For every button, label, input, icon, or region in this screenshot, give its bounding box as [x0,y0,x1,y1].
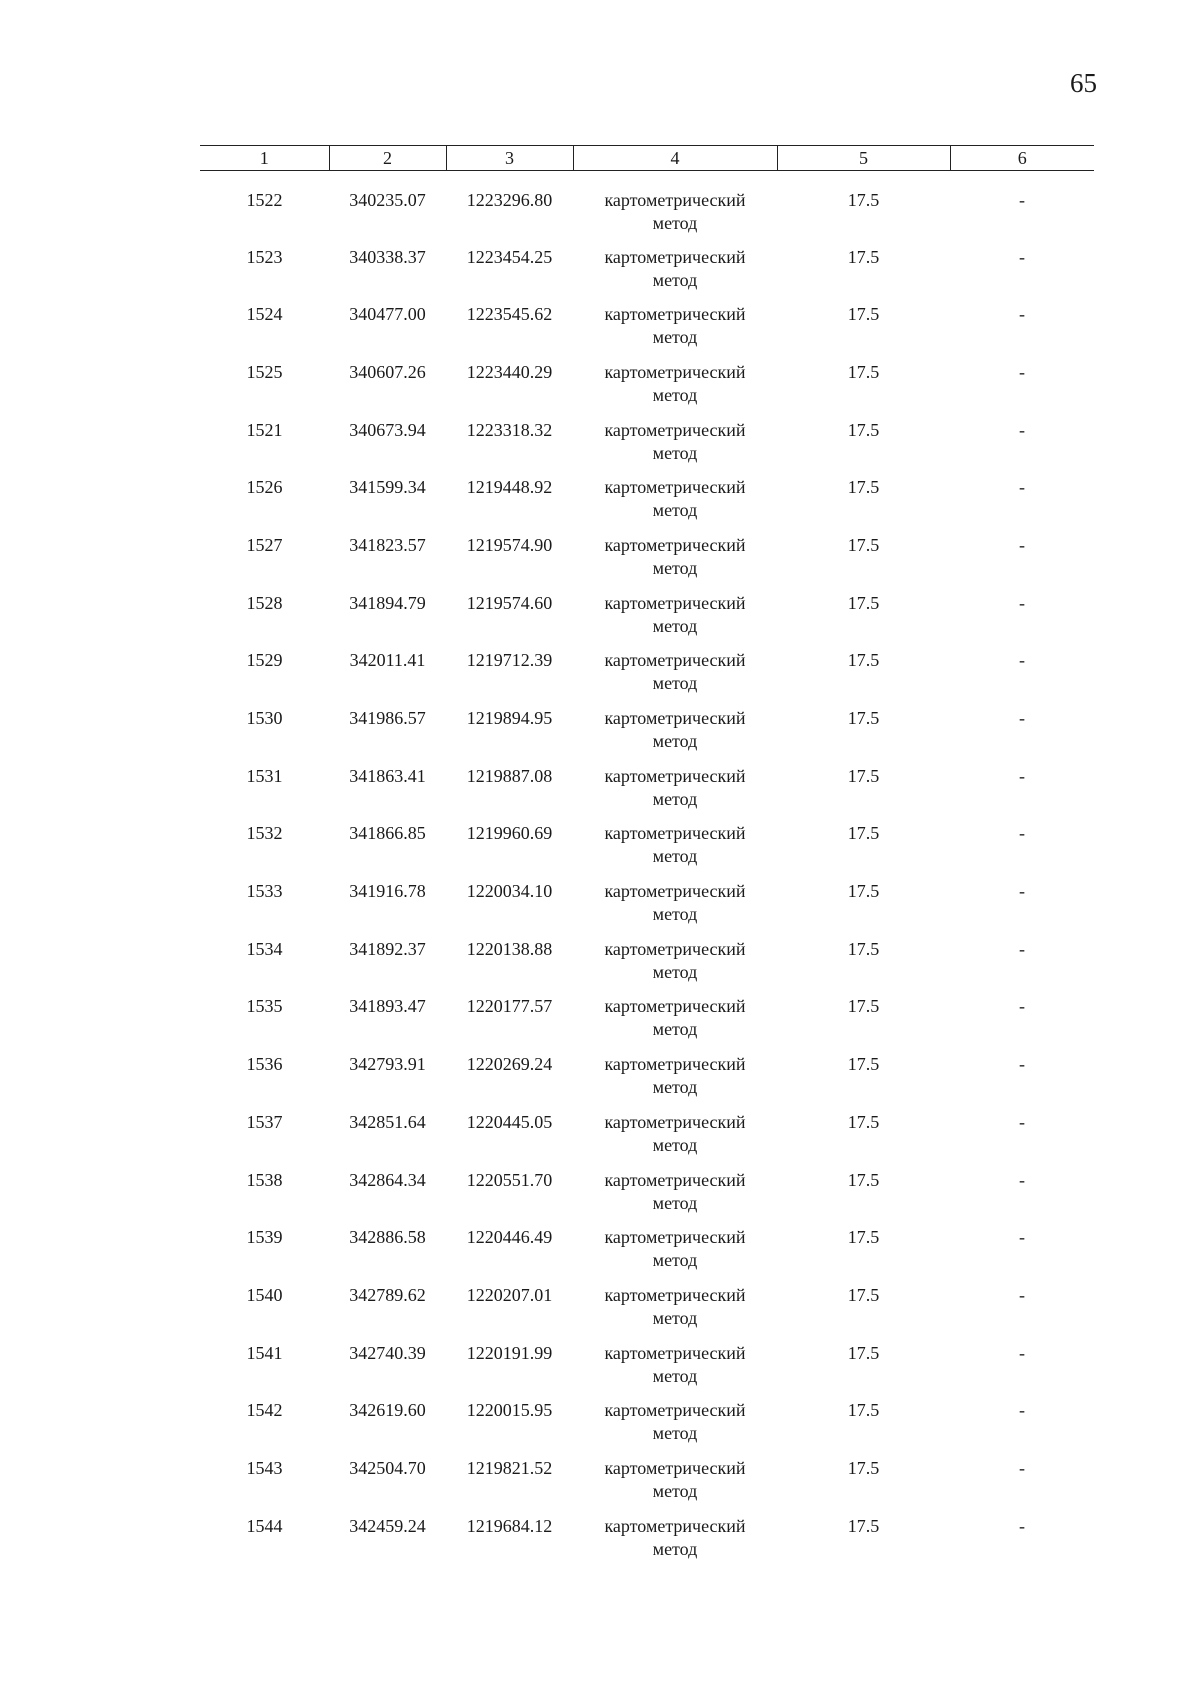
table-row [200,880,1094,938]
x-coordinate-cell: 342793.91 [349,1054,426,1075]
note-cell: - [1019,1457,1025,1478]
method-text-line: картометрический [604,419,746,440]
table-row [200,1457,1094,1515]
point-id-cell: 1522 [246,190,283,210]
note-cell: - [1019,1284,1025,1305]
note-cell: - [1019,1400,1025,1421]
point-id-cell: 1523 [246,246,283,267]
method-text-line: картометрический [604,650,746,671]
note-cell: - [1019,592,1025,613]
method-cell [573,534,777,592]
note-cell: - [1019,246,1025,267]
method-text-line: картометрический [604,1400,746,1421]
table-row [200,765,1094,823]
point-id-cell: 1542 [246,1400,283,1421]
method-cell [573,938,777,996]
table-header [200,146,1094,171]
method-text-line: картометрический [604,1169,746,1190]
table-row [200,476,1094,534]
x-coordinate-cell: 341823.57 [349,534,426,555]
x-coordinate-cell: 342864.34 [349,1169,426,1190]
note-cell: - [1019,881,1025,902]
y-coordinate-cell: 1220207.01 [466,1284,553,1305]
point-id-cell: 1526 [246,477,283,498]
table-row [200,534,1094,592]
method-text-line: картометрический [604,534,746,555]
method-text-line: метод [652,1538,698,1559]
note-cell: - [1019,996,1025,1017]
note-cell: - [1019,304,1025,325]
method-text-line: картометрический [604,708,746,728]
point-id-cell: 1537 [246,1111,283,1132]
header-row [200,146,1094,171]
method-text-line: картометрический [604,938,746,959]
point-id-cell: 1521 [246,419,283,440]
method-cell [573,880,777,938]
x-coordinate-cell: 341893.47 [349,996,426,1017]
accuracy-cell: 17.5 [847,1515,880,1536]
point-id-cell: 1525 [246,361,283,382]
y-coordinate-cell: 1220015.95 [466,1400,553,1421]
method-cell [573,171,777,246]
method-text-line: метод [652,846,698,867]
x-coordinate-cell: 342886.58 [349,1227,426,1248]
column-header-4: 4 [573,146,777,171]
accuracy-cell: 17.5 [847,1227,880,1248]
method-text-line: метод [652,1307,698,1328]
x-coordinate-cell: 342619.60 [349,1400,426,1421]
method-cell [573,361,777,419]
method-text-line: метод [652,1250,698,1271]
method-cell [573,1169,777,1227]
accuracy-cell: 17.5 [847,361,880,382]
method-text-line: метод [652,442,698,463]
x-coordinate-cell: 341892.37 [349,938,426,959]
y-coordinate-cell: 1220269.24 [466,1054,553,1075]
method-cell [573,707,777,765]
y-coordinate-cell: 1219448.92 [466,477,553,498]
method-text-line: картометрический [604,823,746,844]
table-row [200,419,1094,477]
column-header-3: 3 [446,146,573,171]
table-row [200,649,1094,707]
method-text-line: метод [652,1019,698,1040]
method-cell [573,1226,777,1284]
y-coordinate-cell: 1220138.88 [466,938,553,959]
method-text-line: картометрический [604,361,746,382]
accuracy-cell: 17.5 [847,1400,880,1421]
method-text-line: картометрический [604,881,746,902]
y-coordinate-cell: 1220445.05 [466,1111,553,1132]
method-text-line: картометрический [604,1054,746,1075]
point-id-cell: 1544 [246,1515,283,1536]
point-id-cell: 1536 [246,1054,283,1075]
x-coordinate-cell: 340673.94 [349,419,426,440]
method-cell [573,995,777,1053]
y-coordinate-cell: 1219894.95 [466,708,553,728]
point-id-cell: 1528 [246,592,283,613]
coordinates-table [200,145,1094,1572]
x-coordinate-cell: 342789.62 [349,1284,426,1305]
accuracy-cell: 17.5 [847,246,880,267]
x-coordinate-cell: 341599.34 [349,477,426,498]
y-coordinate-cell: 1219960.69 [466,823,553,844]
method-text-line: картометрический [604,1227,746,1248]
y-coordinate-cell: 1220177.57 [466,996,553,1017]
y-coordinate-cell: 1219821.52 [466,1457,553,1478]
method-text-line: метод [652,213,698,233]
accuracy-cell: 17.5 [847,708,880,728]
table-row [200,1226,1094,1284]
note-cell: - [1019,1515,1025,1536]
accuracy-cell: 17.5 [847,419,880,440]
note-cell: - [1019,1227,1025,1248]
method-text-line: картометрический [604,1342,746,1363]
y-coordinate-cell: 1219574.60 [466,592,553,613]
note-cell: - [1019,650,1025,671]
y-coordinate-cell: 1223440.29 [466,361,553,382]
accuracy-cell: 17.5 [847,938,880,959]
table-row [200,592,1094,650]
method-cell [573,303,777,361]
x-coordinate-cell: 340235.07 [349,190,426,210]
method-text-line: метод [652,1423,698,1444]
y-coordinate-cell: 1219684.12 [466,1515,553,1536]
y-coordinate-cell: 1223318.32 [466,419,553,440]
accuracy-cell: 17.5 [847,534,880,555]
method-cell [573,1111,777,1169]
accuracy-cell: 17.5 [847,996,880,1017]
method-text-line: метод [652,327,698,348]
note-cell: - [1019,1342,1025,1363]
x-coordinate-cell: 341986.57 [349,708,426,728]
method-text-line: метод [652,1365,698,1386]
point-id-cell: 1541 [246,1342,283,1363]
method-cell [573,1515,777,1573]
method-text-line: метод [652,615,698,636]
note-cell: - [1019,190,1025,210]
point-id-cell: 1529 [246,650,283,671]
note-cell: - [1019,938,1025,959]
note-cell: - [1019,823,1025,844]
accuracy-cell: 17.5 [847,190,880,210]
method-text-line: метод [652,1192,698,1213]
point-id-cell: 1530 [246,708,283,728]
note-cell: - [1019,765,1025,786]
note-cell: - [1019,1169,1025,1190]
method-cell [573,1457,777,1515]
column-header-2: 2 [329,146,446,171]
point-id-cell: 1535 [246,996,283,1017]
table-row [200,1111,1094,1169]
method-text-line: картометрический [604,1515,746,1536]
method-text-line: метод [652,1134,698,1155]
accuracy-cell: 17.5 [847,881,880,902]
method-text-line: картометрический [604,477,746,498]
method-cell [573,765,777,823]
point-id-cell: 1531 [246,765,283,786]
method-text-line: метод [652,500,698,521]
accuracy-cell: 17.5 [847,1111,880,1132]
table-body [200,171,1094,1573]
note-cell: - [1019,1111,1025,1132]
method-text-line: метод [652,673,698,694]
method-text-line: картометрический [604,592,746,613]
table-row [200,995,1094,1053]
point-id-cell: 1540 [246,1284,283,1305]
accuracy-cell: 17.5 [847,1284,880,1305]
x-coordinate-cell: 341866.85 [349,823,426,844]
table-row [200,246,1094,304]
method-cell [573,592,777,650]
accuracy-cell: 17.5 [847,592,880,613]
method-text-line: картометрический [604,765,746,786]
point-id-cell: 1533 [246,881,283,902]
accuracy-cell: 17.5 [847,765,880,786]
accuracy-cell: 17.5 [847,477,880,498]
method-cell [573,822,777,880]
table-row [200,1515,1094,1573]
table-row [200,938,1094,996]
table-row [200,1169,1094,1227]
table-row [200,1053,1094,1111]
x-coordinate-cell: 340607.26 [349,361,426,382]
method-cell [573,1399,777,1457]
table-row [200,1399,1094,1457]
x-coordinate-cell: 341916.78 [349,881,426,902]
method-text-line: метод [652,1077,698,1098]
y-coordinate-cell: 1223545.62 [466,304,553,325]
method-text-line: метод [652,384,698,405]
y-coordinate-cell: 1220034.10 [466,881,553,902]
page-number: 65 [1070,68,1097,98]
y-coordinate-cell: 1219712.39 [466,650,553,671]
y-coordinate-cell: 1220191.99 [466,1342,553,1363]
coordinates-table-container [200,145,1094,1572]
y-coordinate-cell: 1220551.70 [466,1169,553,1190]
accuracy-cell: 17.5 [847,1054,880,1075]
table-row [200,171,1094,246]
note-cell: - [1019,1054,1025,1075]
point-id-cell: 1527 [246,534,283,555]
point-id-cell: 1524 [246,304,283,325]
accuracy-cell: 17.5 [847,823,880,844]
y-coordinate-cell: 1219887.08 [466,765,553,786]
point-id-cell: 1538 [246,1169,283,1190]
method-cell [573,649,777,707]
accuracy-cell: 17.5 [847,650,880,671]
table-row [200,303,1094,361]
point-id-cell: 1543 [246,1457,283,1478]
method-text-line: картометрический [604,190,746,210]
method-text-line: метод [652,961,698,982]
table-row [200,1284,1094,1342]
method-text-line: картометрический [604,1284,746,1305]
accuracy-cell: 17.5 [847,1342,880,1363]
note-cell: - [1019,534,1025,555]
accuracy-cell: 17.5 [847,1169,880,1190]
table-row [200,822,1094,880]
method-text-line: картометрический [604,1457,746,1478]
method-cell [573,1053,777,1111]
point-id-cell: 1539 [246,1227,283,1248]
method-cell [573,246,777,304]
method-text-line: метод [652,904,698,925]
x-coordinate-cell: 342740.39 [349,1342,426,1363]
x-coordinate-cell: 342459.24 [349,1515,426,1536]
method-text-line: метод [652,788,698,809]
point-id-cell: 1532 [246,823,283,844]
y-coordinate-cell: 1223296.80 [466,190,553,210]
accuracy-cell: 17.5 [847,1457,880,1478]
note-cell: - [1019,708,1025,728]
y-coordinate-cell: 1223454.25 [466,246,553,267]
y-coordinate-cell: 1219574.90 [466,534,553,555]
method-text-line: метод [652,1480,698,1501]
note-cell: - [1019,361,1025,382]
x-coordinate-cell: 341894.79 [349,592,426,613]
x-coordinate-cell: 341863.41 [349,765,426,786]
method-cell [573,1284,777,1342]
x-coordinate-cell: 342504.70 [349,1457,426,1478]
column-header-5: 5 [777,146,950,171]
column-header-1: 1 [200,146,329,171]
y-coordinate-cell: 1220446.49 [466,1227,553,1248]
method-cell [573,1342,777,1400]
method-cell [573,419,777,477]
method-text-line: картометрический [604,1111,746,1132]
note-cell: - [1019,477,1025,498]
note-cell: - [1019,419,1025,440]
point-id-cell: 1534 [246,938,283,959]
table-row [200,707,1094,765]
method-text-line: картометрический [604,304,746,325]
method-text-line: метод [652,269,698,290]
method-text-line: метод [652,731,698,751]
accuracy-cell: 17.5 [847,304,880,325]
method-text-line: картометрический [604,246,746,267]
x-coordinate-cell: 342851.64 [349,1111,426,1132]
table-row [200,1342,1094,1400]
table-row [200,361,1094,419]
method-text-line: картометрический [604,996,746,1017]
x-coordinate-cell: 342011.41 [349,650,426,671]
method-text-line: метод [652,557,698,578]
column-header-6: 6 [950,146,1094,171]
x-coordinate-cell: 340477.00 [349,304,426,325]
x-coordinate-cell: 340338.37 [349,246,426,267]
method-cell [573,476,777,534]
